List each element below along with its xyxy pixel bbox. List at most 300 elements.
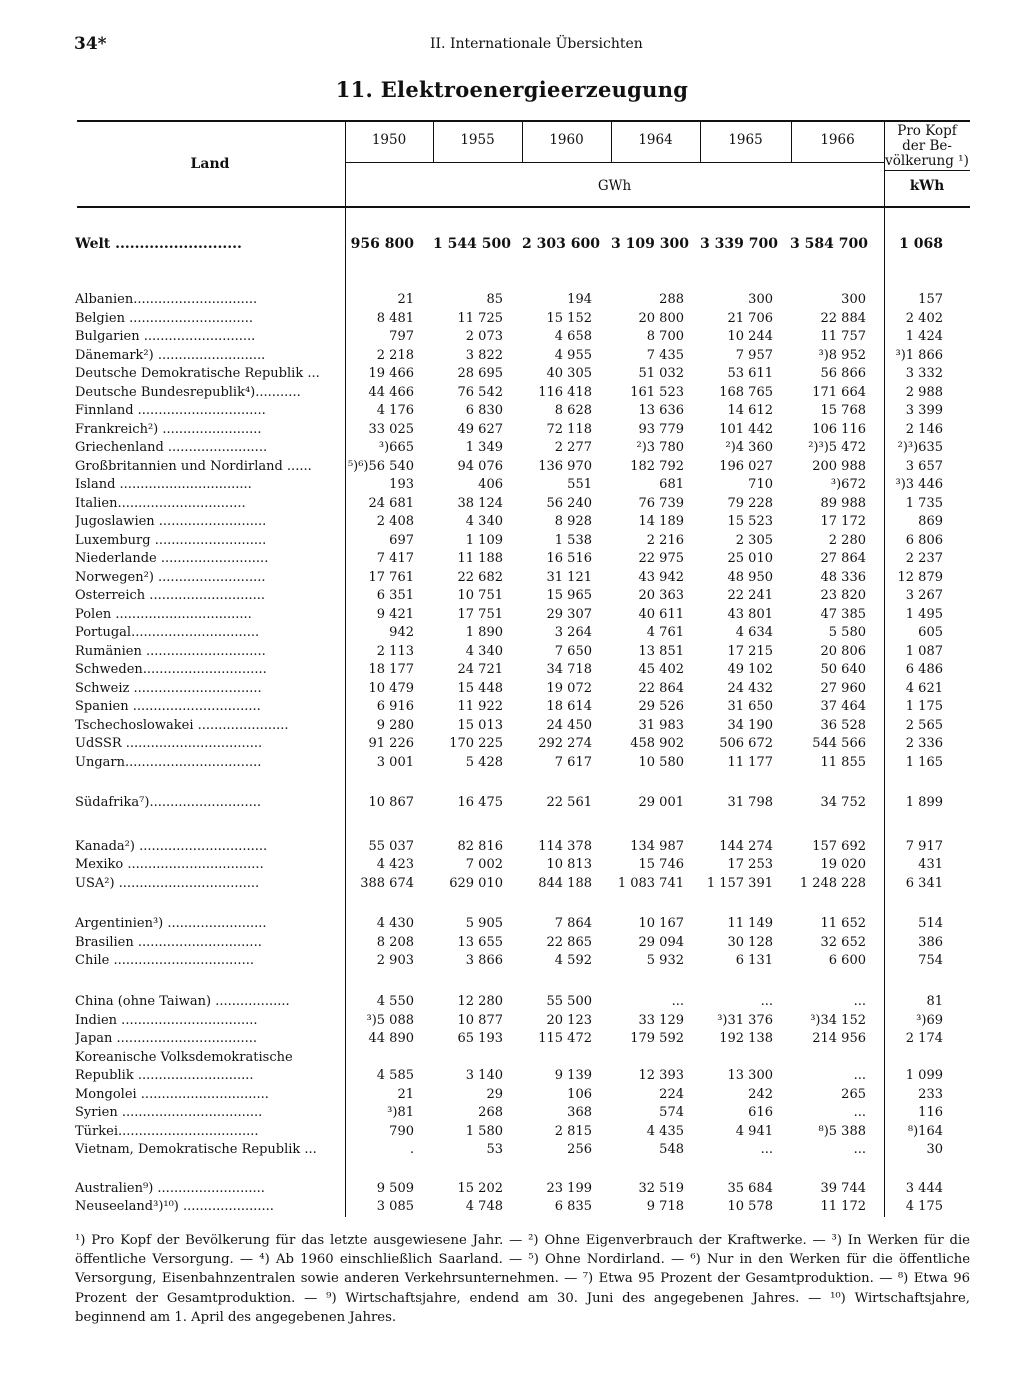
row-year-value: 33 129 <box>638 1013 684 1028</box>
table-row <box>0 588 1024 606</box>
row-per-capita-value: 3 657 <box>905 459 943 474</box>
row-year-value: 13 655 <box>457 935 503 950</box>
footnotes: ¹) Pro Kopf der Bevölkerung für das letzte ausgewiesene Jahr. — ²) Ohne Eigenverbrauch der Kraftwerke. — ³) In Werken für die öffentliche Versorgung. — ⁴) Ab 1960 einschließlich Saarland. — ⁵) Ohne Nordirland. — ⁶) Nur in den Werken für die öffentliche Versorgung, Eisenbahnzentralen sowie anderen Verkehrsunternehmen. — ⁷) Etwa 95 Prozent der Gesamtproduktion. — ⁸) Etwa 96 Prozent der Gesamtproduktion. — ⁹) Wirtschaftsjahre, endend am 30. Juni des angegebenen Jahres. — ¹⁰) Wirtschaftsjahre, beginnend am 1. April des angegebenen Jahres. <box>75 1233 970 1325</box>
row-year-value: 19 466 <box>368 366 414 381</box>
row-per-capita-value: 30 <box>926 1142 943 1157</box>
row-year-value: 2 303 600 <box>522 236 600 252</box>
row-year-value: 11 757 <box>820 329 866 344</box>
table-row <box>0 403 1024 421</box>
row-year-value: 29 307 <box>546 607 592 622</box>
row-year-value: 22 884 <box>820 311 866 326</box>
row-country-name: Deutsche Demokratische Republik ... <box>75 366 320 381</box>
row-per-capita-value: 6 806 <box>905 533 943 548</box>
table-row <box>0 292 1024 310</box>
row-year-value: 116 418 <box>538 385 592 400</box>
row-year-value: 31 798 <box>727 795 773 810</box>
table-row <box>0 953 1024 971</box>
unit-kwh: kWh <box>909 178 945 194</box>
row-year-value: 11 188 <box>457 551 503 566</box>
row-year-value: 12 280 <box>457 994 503 1009</box>
row-per-capita-value: 1 735 <box>905 496 943 511</box>
row-year-value: 89 988 <box>820 496 866 511</box>
row-year-value: 15 448 <box>457 681 503 696</box>
row-year-value: ²)³)5 472 <box>808 440 866 455</box>
row-country-name: USA²) .................................. <box>75 876 260 891</box>
row-per-capita-value: 1 899 <box>905 795 943 810</box>
row-country-name: Mexiko ................................. <box>75 857 264 872</box>
row-year-value: ³)31 376 <box>717 1013 773 1028</box>
row-year-value: 8 628 <box>554 403 592 418</box>
row-year-value: 192 138 <box>719 1031 773 1046</box>
row-country-name: Kanada²) ............................... <box>75 839 268 854</box>
row-year-value: ... <box>760 994 773 1009</box>
row-per-capita-value: 1 087 <box>905 644 943 659</box>
row-country-name: Syrien .................................. <box>75 1105 263 1120</box>
row-year-value: 134 987 <box>630 839 684 854</box>
row-country-name: Polen ................................. <box>75 607 252 622</box>
row-year-value: 4 634 <box>735 625 773 640</box>
row-country-name: Welt .......................... <box>75 236 242 252</box>
row-year-value: 15 746 <box>638 857 684 872</box>
row-country-name: Australien⁹) .......................... <box>75 1181 265 1196</box>
row-year-value: ³)5 088 <box>366 1013 414 1028</box>
row-per-capita-value: 3 332 <box>905 366 943 381</box>
row-per-capita-value: 3 399 <box>905 403 943 418</box>
row-year-value: 3 866 <box>465 953 503 968</box>
row-country-name: Schweden.............................. <box>75 662 267 677</box>
row-country-name: Norwegen²) .......................... <box>75 570 266 585</box>
row-year-value: 4 761 <box>646 625 684 640</box>
row-year-value: 27 864 <box>820 551 866 566</box>
row-country-name: Italien............................... <box>75 496 246 511</box>
row-country-name: Südafrika⁷)........................... <box>75 795 262 810</box>
row-year-value: 28 695 <box>457 366 503 381</box>
row-year-value: 11 149 <box>727 916 773 931</box>
table-row <box>0 236 1024 254</box>
table-top-rule <box>77 120 970 122</box>
row-year-value: 9 421 <box>376 607 414 622</box>
row-year-value: 30 128 <box>727 935 773 950</box>
table-row <box>0 1124 1024 1142</box>
row-country-name: Neuseeland³)¹⁰) ...................... <box>75 1199 274 1214</box>
table-row <box>0 348 1024 366</box>
row-per-capita-value: ⁸)164 <box>907 1124 943 1139</box>
table-row <box>0 1181 1024 1199</box>
row-year-value: 2 305 <box>735 533 773 548</box>
row-year-value: 288 <box>659 292 684 307</box>
row-year-value: 2 815 <box>554 1124 592 1139</box>
row-year-value: 844 188 <box>538 876 592 891</box>
row-year-value: 31 983 <box>638 718 684 733</box>
row-year-value: 76 739 <box>638 496 684 511</box>
row-year-value: 23 820 <box>820 588 866 603</box>
row-year-value: ... <box>853 1142 866 1157</box>
row-year-value: 25 010 <box>727 551 773 566</box>
row-year-value: 39 744 <box>820 1181 866 1196</box>
table-row <box>0 477 1024 495</box>
page-number: 34* <box>74 34 107 54</box>
row-year-value: 300 <box>841 292 866 307</box>
row-year-value: 22 241 <box>727 588 773 603</box>
table-row <box>0 857 1024 875</box>
row-year-value: 40 611 <box>638 607 684 622</box>
table-row <box>0 935 1024 953</box>
row-year-value: 548 <box>659 1142 684 1157</box>
row-per-capita-value: 1 424 <box>905 329 943 344</box>
row-year-value: 15 202 <box>457 1181 503 1196</box>
row-year-value: 3 085 <box>376 1199 414 1214</box>
row-year-value: 79 228 <box>727 496 773 511</box>
row-year-value: 8 928 <box>554 514 592 529</box>
row-year-value: 51 032 <box>638 366 684 381</box>
table-title: 11. Elektroenergieerzeugung <box>335 77 689 102</box>
row-year-value: 942 <box>389 625 414 640</box>
row-year-value: 17 253 <box>727 857 773 872</box>
header-bottom-rule <box>77 206 970 208</box>
row-year-value: ³)81 <box>387 1105 414 1120</box>
row-year-value: ³)665 <box>378 440 414 455</box>
year-header-rule <box>345 162 884 163</box>
row-year-value: 56 866 <box>820 366 866 381</box>
row-year-value: 19 020 <box>820 857 866 872</box>
row-year-value: 182 792 <box>630 459 684 474</box>
row-year-value: 24 450 <box>546 718 592 733</box>
row-year-value: ... <box>853 1068 866 1083</box>
row-year-value: 1 890 <box>465 625 503 640</box>
row-year-value: 5 932 <box>646 953 684 968</box>
row-year-value: 697 <box>389 533 414 548</box>
row-year-value: 15 523 <box>727 514 773 529</box>
row-year-value: 16 516 <box>546 551 592 566</box>
row-year-value: 7 864 <box>554 916 592 931</box>
row-per-capita-value: 116 <box>918 1105 943 1120</box>
row-year-value: 4 550 <box>376 994 414 1009</box>
row-country-name: Österreich ............................ <box>75 588 266 603</box>
row-year-value: 3 140 <box>465 1068 503 1083</box>
row-year-value: 6 835 <box>554 1199 592 1214</box>
row-country-name: Brasilien .............................. <box>75 935 262 950</box>
row-country-name: Indien ................................. <box>75 1013 258 1028</box>
row-year-value: 34 752 <box>820 795 866 810</box>
row-year-value: 24 681 <box>368 496 414 511</box>
row-year-value: 1 544 500 <box>433 236 511 252</box>
table-row <box>0 795 1024 813</box>
row-year-value: 6 351 <box>376 588 414 603</box>
row-country-name: Koreanische Volksdemokratische <box>75 1050 293 1065</box>
row-year-value: 49 627 <box>457 422 503 437</box>
column-header-per-capita-line2: der Be- <box>902 138 952 154</box>
row-year-value: 4 340 <box>465 514 503 529</box>
table-row <box>0 1050 1024 1068</box>
row-year-value: 2 903 <box>376 953 414 968</box>
row-year-value: 27 960 <box>820 681 866 696</box>
row-year-value: 49 102 <box>727 662 773 677</box>
row-year-value: 11 177 <box>727 755 773 770</box>
row-year-value: 10 867 <box>368 795 414 810</box>
row-year-value: 19 072 <box>546 681 592 696</box>
row-country-name: Finnland ............................... <box>75 403 266 418</box>
row-year-value: 22 975 <box>638 551 684 566</box>
table-row <box>0 876 1024 894</box>
row-year-value: 196 027 <box>719 459 773 474</box>
table-row <box>0 1087 1024 1105</box>
table-row <box>0 422 1024 440</box>
table-row <box>0 718 1024 736</box>
row-year-value: 17 172 <box>820 514 866 529</box>
row-year-value: 1 083 741 <box>617 876 684 891</box>
row-per-capita-value: 514 <box>918 916 943 931</box>
row-year-value: 2 408 <box>376 514 414 529</box>
row-country-name: Belgien .............................. <box>75 311 254 326</box>
row-country-name: Großbritannien und Nordirland ...... <box>75 459 312 474</box>
row-year-value: 4 941 <box>735 1124 773 1139</box>
row-per-capita-value: 6 486 <box>905 662 943 677</box>
row-year-value: 3 339 700 <box>700 236 778 252</box>
row-country-name: Tschechoslowakei ...................... <box>75 718 289 733</box>
row-year-value: 114 378 <box>538 839 592 854</box>
row-per-capita-value: 7 917 <box>905 839 943 854</box>
row-year-value: 21 <box>397 1087 414 1102</box>
row-year-value: 4 176 <box>376 403 414 418</box>
row-per-capita-value: 3 267 <box>905 588 943 603</box>
table-row <box>0 681 1024 699</box>
row-year-value: 7 002 <box>465 857 503 872</box>
row-year-value: 157 692 <box>812 839 866 854</box>
row-year-value: 5 428 <box>465 755 503 770</box>
table-row <box>0 736 1024 754</box>
row-year-value: 31 650 <box>727 699 773 714</box>
row-year-value: 544 566 <box>812 736 866 751</box>
row-year-value: 21 <box>397 292 414 307</box>
row-per-capita-value: ²)³)635 <box>897 440 943 455</box>
row-year-value: 14 612 <box>727 403 773 418</box>
row-year-value: 29 094 <box>638 935 684 950</box>
row-per-capita-value: 1 495 <box>905 607 943 622</box>
row-year-value: 616 <box>748 1105 773 1120</box>
column-header-year: 1955 <box>460 132 495 148</box>
row-year-value: 13 636 <box>638 403 684 418</box>
row-year-value: 31 121 <box>546 570 592 585</box>
table-row <box>0 994 1024 1012</box>
row-year-value: 48 336 <box>820 570 866 585</box>
row-year-value: 458 902 <box>630 736 684 751</box>
row-per-capita-value: 869 <box>918 514 943 529</box>
column-header-year: 1966 <box>820 132 855 148</box>
table-row <box>0 699 1024 717</box>
unit-gwh: GWh <box>597 178 632 194</box>
table-row <box>0 662 1024 680</box>
column-header-year: 1960 <box>549 132 584 148</box>
row-per-capita-value: 2 565 <box>905 718 943 733</box>
row-year-value: 193 <box>389 477 414 492</box>
row-per-capita-value: 2 402 <box>905 311 943 326</box>
row-year-value: 4 955 <box>554 348 592 363</box>
row-year-value: 93 779 <box>638 422 684 437</box>
row-year-value: 1 109 <box>465 533 503 548</box>
row-per-capita-value: 12 879 <box>897 570 943 585</box>
row-year-value: 11 922 <box>457 699 503 714</box>
row-year-value: 11 172 <box>820 1199 866 1214</box>
row-year-value: 265 <box>841 1087 866 1102</box>
row-country-name: Bulgarien ........................... <box>75 329 256 344</box>
row-year-value: 171 664 <box>812 385 866 400</box>
row-year-value: 91 226 <box>368 736 414 751</box>
row-year-value: 10 580 <box>638 755 684 770</box>
row-year-value: 72 118 <box>546 422 592 437</box>
row-year-value: 22 864 <box>638 681 684 696</box>
row-year-value: 55 037 <box>368 839 414 854</box>
row-country-name: China (ohne Taiwan) .................. <box>75 994 290 1009</box>
row-year-value: 681 <box>659 477 684 492</box>
row-country-name: Griechenland ........................ <box>75 440 268 455</box>
row-year-value: 13 300 <box>727 1068 773 1083</box>
table-row <box>0 514 1024 532</box>
row-country-name: Niederlande .......................... <box>75 551 269 566</box>
row-year-value: 506 672 <box>719 736 773 751</box>
row-year-value: 5 905 <box>465 916 503 931</box>
row-year-value: 2 216 <box>646 533 684 548</box>
row-country-name: Albanien.............................. <box>75 292 258 307</box>
per-capita-unit-rule <box>884 170 970 171</box>
row-year-value: 1 157 391 <box>706 876 773 891</box>
row-year-value: 38 124 <box>457 496 503 511</box>
row-year-value: 9 718 <box>646 1199 684 1214</box>
row-year-value: 48 950 <box>727 570 773 585</box>
row-country-name: Rumänien ............................. <box>75 644 266 659</box>
row-year-value: 24 721 <box>457 662 503 677</box>
row-country-name: Portugal............................... <box>75 625 260 640</box>
table-row <box>0 839 1024 857</box>
row-per-capita-value: 386 <box>918 935 943 950</box>
row-year-value: 6 916 <box>376 699 414 714</box>
row-year-value: 9 139 <box>554 1068 592 1083</box>
row-year-value: 268 <box>478 1105 503 1120</box>
row-year-value: 18 177 <box>368 662 414 677</box>
row-year-value: 85 <box>486 292 503 307</box>
table-row <box>0 1199 1024 1217</box>
row-year-value: 2 277 <box>554 440 592 455</box>
row-year-value: 10 751 <box>457 588 503 603</box>
row-year-value: 4 430 <box>376 916 414 931</box>
row-year-value: 6 830 <box>465 403 503 418</box>
row-year-value: 11 652 <box>820 916 866 931</box>
row-year-value: 136 970 <box>538 459 592 474</box>
row-year-value: ³)672 <box>830 477 866 492</box>
row-year-value: 10 813 <box>546 857 592 872</box>
row-year-value: ... <box>853 1105 866 1120</box>
row-per-capita-value: 81 <box>926 994 943 1009</box>
row-year-value: 21 706 <box>727 311 773 326</box>
row-country-name: Frankreich²) ........................ <box>75 422 262 437</box>
row-year-value: 47 385 <box>820 607 866 622</box>
row-year-value: 2 280 <box>828 533 866 548</box>
column-header-land: Land <box>190 156 230 172</box>
row-year-value: 4 658 <box>554 329 592 344</box>
table-row <box>0 551 1024 569</box>
row-country-name: Luxemburg ........................... <box>75 533 267 548</box>
row-year-value: 4 340 <box>465 644 503 659</box>
table-row <box>0 496 1024 514</box>
row-per-capita-value: 4 175 <box>905 1199 943 1214</box>
row-year-value: 14 189 <box>638 514 684 529</box>
column-header-year: 1964 <box>638 132 673 148</box>
row-year-value: 7 435 <box>646 348 684 363</box>
row-year-value: 10 167 <box>638 916 684 931</box>
row-year-value: 15 768 <box>820 403 866 418</box>
row-year-value: 7 650 <box>554 644 592 659</box>
row-year-value: 8 481 <box>376 311 414 326</box>
row-year-value: 9 280 <box>376 718 414 733</box>
row-year-value: 115 472 <box>538 1031 592 1046</box>
row-year-value: 8 700 <box>646 329 684 344</box>
row-year-value: 300 <box>748 292 773 307</box>
row-year-value: 144 274 <box>719 839 773 854</box>
row-year-value: 1 580 <box>465 1124 503 1139</box>
row-year-value: 1 538 <box>554 533 592 548</box>
table-row <box>0 366 1024 384</box>
row-year-value: 37 464 <box>820 699 866 714</box>
row-year-value: 106 116 <box>812 422 866 437</box>
row-year-value: 32 519 <box>638 1181 684 1196</box>
row-year-value: 20 806 <box>820 644 866 659</box>
row-year-value: 256 <box>567 1142 592 1157</box>
row-year-value: 3 109 300 <box>611 236 689 252</box>
row-country-name: Ungarn................................. <box>75 755 262 770</box>
row-year-value: 22 561 <box>546 795 592 810</box>
row-country-name: Schweiz ............................... <box>75 681 262 696</box>
row-country-name: Republik ............................ <box>75 1068 254 1083</box>
row-year-value: 53 <box>486 1142 503 1157</box>
row-year-value: 4 435 <box>646 1124 684 1139</box>
table-row <box>0 625 1024 643</box>
row-per-capita-value: 431 <box>918 857 943 872</box>
row-year-value: 7 417 <box>376 551 414 566</box>
row-country-name: Vietnam, Demokratische Republik ... <box>75 1142 317 1157</box>
row-year-value: 388 674 <box>360 876 414 891</box>
row-per-capita-value: 2 237 <box>905 551 943 566</box>
row-year-value: 29 526 <box>638 699 684 714</box>
row-per-capita-value: 6 341 <box>905 876 943 891</box>
row-per-capita-value: 2 174 <box>905 1031 943 1046</box>
table-row <box>0 1142 1024 1160</box>
row-year-value: 242 <box>748 1087 773 1102</box>
row-per-capita-value: 605 <box>918 625 943 640</box>
row-year-value: 23 199 <box>546 1181 592 1196</box>
row-year-value: 10 877 <box>457 1013 503 1028</box>
row-year-value: 194 <box>567 292 592 307</box>
row-year-value: 44 466 <box>368 385 414 400</box>
row-country-name: Argentinien³) ........................ <box>75 916 267 931</box>
row-year-value: 16 475 <box>457 795 503 810</box>
row-year-value: 3 584 700 <box>790 236 868 252</box>
row-country-name: Japan .................................. <box>75 1031 258 1046</box>
table-row <box>0 459 1024 477</box>
row-year-value: 43 942 <box>638 570 684 585</box>
table-row <box>0 570 1024 588</box>
row-year-value: 406 <box>478 477 503 492</box>
row-per-capita-value: 2 988 <box>905 385 943 400</box>
row-year-value: ³)8 952 <box>818 348 866 363</box>
row-year-value: 50 640 <box>820 662 866 677</box>
row-year-value: 22 865 <box>546 935 592 950</box>
row-year-value: 106 <box>567 1087 592 1102</box>
row-year-value: 168 765 <box>719 385 773 400</box>
row-year-value: 200 988 <box>812 459 866 474</box>
row-year-value: 10 244 <box>727 329 773 344</box>
row-per-capita-value: 233 <box>918 1087 943 1102</box>
row-year-value: 9 509 <box>376 1181 414 1196</box>
row-year-value: ... <box>760 1142 773 1157</box>
